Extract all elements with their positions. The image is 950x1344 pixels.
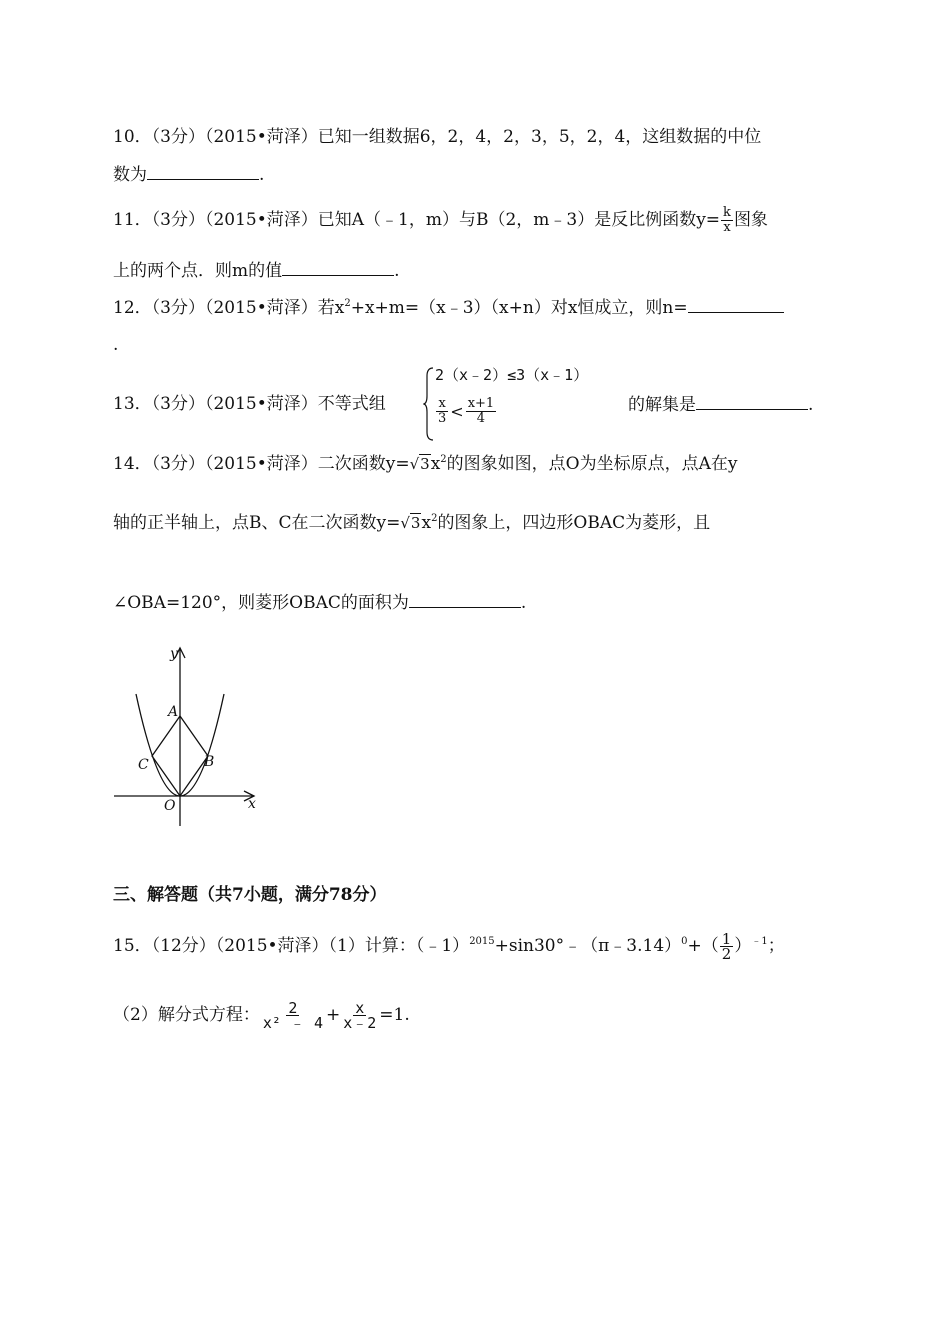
sqrt-3: √3: [409, 455, 430, 473]
q13-line: [113, 393, 386, 415]
q12-line1: [113, 296, 784, 319]
q12-line2: [113, 334, 118, 356]
answer-blank[interactable]: [688, 296, 784, 313]
q15-text-mid: +sin30°﹣（π﹣3.14）: [494, 936, 682, 956]
denominator: x﹣2: [343, 1014, 377, 1032]
exponent: 0: [681, 936, 688, 947]
variable-x: x: [421, 513, 432, 533]
q11-text-2: 上的两个点．则m的值: [113, 261, 283, 281]
q14-text-suffix: 的图象如图，点O为坐标原点，点A在y: [446, 454, 738, 474]
fraction-2-over-x2-4: [261, 1001, 325, 1030]
q15-text-mid3: ）: [734, 936, 752, 956]
q14-text: 14．（3分）（2015•菏泽）二次函数y=: [113, 454, 410, 474]
q15-line2: [113, 996, 410, 1034]
numerator: k: [723, 205, 731, 220]
less-than-sign: <: [450, 402, 464, 421]
variable-x: x: [430, 454, 441, 474]
exponent: 2: [344, 298, 351, 309]
denominator: 3: [438, 411, 447, 426]
section-title: 三、解答题（共7小题，满分78分）: [113, 885, 387, 905]
numerator: x: [355, 999, 365, 1017]
equals-one: =1.: [379, 1005, 410, 1025]
period: .: [520, 593, 527, 613]
q15-text: 15．（12分）（2015•菏泽）（1）计算：（﹣1）: [113, 936, 470, 956]
fraction-k-over-x: [721, 206, 733, 235]
fraction-x-over-3: [436, 397, 448, 426]
q14-text-2-suffix: 的图象上，四边形OBAC为菱形，且: [437, 513, 711, 533]
fraction-one-half: [720, 932, 734, 961]
section-heading: [113, 884, 387, 906]
q14-line1: [113, 453, 738, 475]
q12-text: 12．（3分）（2015•菏泽）若x: [113, 298, 345, 318]
denominator: x² ﹣ 4: [262, 1014, 323, 1032]
numerator: 1: [721, 930, 732, 948]
fraction-x1-over-4: [466, 397, 497, 426]
period: .: [394, 261, 400, 281]
q11-text: 11．（3分）（2015•菏泽）已知A（﹣1，m）与B（2，m﹣3）是反比例函数y=: [113, 210, 721, 230]
label-x: x: [248, 796, 256, 812]
q13-text: 13．（3分）（2015•菏泽）不等式组: [113, 394, 386, 414]
q14-text-3: ∠OBA=120°，则菱形OBAC的面积为: [113, 593, 409, 613]
numerator: x+1: [467, 396, 495, 411]
denominator: 4: [476, 411, 486, 426]
inequality-system: [423, 364, 623, 442]
numerator: x: [438, 396, 446, 411]
numerator: 2: [288, 999, 298, 1017]
label-y: y: [170, 646, 178, 662]
q14-line2: [113, 512, 710, 534]
answer-blank[interactable]: [147, 163, 259, 180]
q14-line3: [113, 591, 526, 614]
q10-line1: [113, 126, 761, 148]
q14-text-2: 轴的正半轴上，点B、C在二次函数y=: [113, 513, 401, 533]
plus-sign: +: [325, 1005, 341, 1025]
period: .: [113, 335, 119, 355]
period: .: [808, 395, 814, 415]
exponent: 2: [440, 454, 447, 465]
semicolon: ；: [767, 936, 785, 956]
q11-line1: [113, 205, 768, 235]
answer-blank[interactable]: [282, 259, 394, 276]
answer-blank[interactable]: [409, 591, 521, 608]
q11-text-suffix: 图象: [733, 210, 768, 230]
q15-text-2: （2）解分式方程：: [113, 1005, 260, 1025]
radicand: 3: [420, 455, 430, 473]
label-c: C: [138, 757, 149, 773]
q15-text-mid2: +（: [687, 936, 719, 956]
q11-line2: [113, 259, 400, 282]
denominator: 2: [721, 945, 732, 963]
exponent: 2: [431, 513, 438, 524]
brace-icon: [423, 366, 435, 442]
radicand: 3: [410, 514, 421, 532]
q10-line2: [113, 163, 264, 186]
label-b: B: [204, 754, 215, 770]
period: .: [259, 165, 265, 185]
q10-text-2: 数为: [113, 165, 147, 185]
label-a: A: [168, 704, 179, 720]
inequality-2: [435, 397, 497, 426]
label-o: O: [164, 798, 176, 814]
q10-text: 10．（3分）（2015•菏泽）已知一组数据6，2，4，2，3，5，2，4，这组数据的中位: [113, 127, 762, 147]
q12-text-mid: +x+m=（x﹣3）（x+n）对x恒成立，则n=: [350, 298, 688, 318]
figure-svg: [110, 642, 270, 832]
parabola-rhombus-figure: [110, 642, 270, 837]
q13-text-suffix: 的解集是: [628, 395, 696, 415]
fraction-x-over-x-2: [341, 1001, 378, 1030]
sqrt-3: √3: [400, 514, 421, 532]
q13-line-right: [628, 393, 813, 416]
answer-blank[interactable]: [696, 393, 808, 410]
q15-line1: [113, 929, 785, 963]
denominator: x: [723, 220, 731, 235]
exponent: 2015: [469, 936, 495, 947]
exponent: ﹣1: [751, 936, 768, 947]
inequality-1: 2（x﹣2）≤3（x﹣1）: [435, 366, 589, 384]
